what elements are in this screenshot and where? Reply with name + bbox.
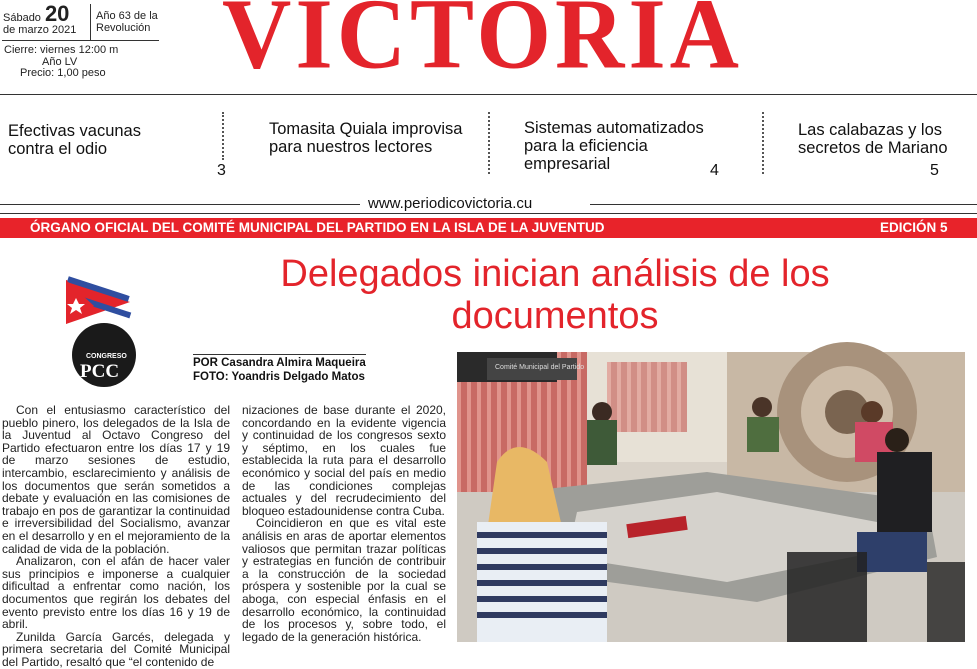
website-rule-right [590,204,977,205]
byline-author: POR Casandra Almira Maqueira [193,354,366,370]
photo-banner-text: Comité Municipal del Partido [495,364,585,371]
teaser-text: Sistemas automatizados para la eficiencia empresarial [524,119,704,173]
teaser-divider [488,112,490,174]
teaser-text: Efectivas vacunas contra el odio [8,122,141,158]
teaser-3-page: 4 [710,162,719,179]
year-block [96,10,168,34]
masthead-rule [2,40,159,41]
newspaper-title[interactable]: VICTORIA [222,0,743,90]
paragraph: nizaciones de base durante el 2020, concordando en la evidente vigencia y continuidad de los congresos sexto y séptimo, en los cuales fue establecida la ruta para el desarrollo económico y social del país en medio de las condiciones complejas actuales y del recrudecimiento del bloqueo estadounidense contra Cuba. [242,403,446,518]
volume: Año LV [42,56,78,68]
teaser-1-page: 3 [217,162,226,179]
teaser-divider [222,112,224,160]
day-name: Sábado [3,12,41,24]
paragraph: Con el entusiasmo característico del pueblo pinero, los delegados de la Isla de la Juventud al Octavo Congreso del Partido efectuaron entre los días 17 y 19 de marzo sesiones de estudio, intercambio, esclarecimiento y análisis de los documentos que serán sometidos a debate y evaluación en las comisiones de trabajo en pos de garantizar la continuidad e irreversibilidad del Socialismo, avanzar en el desarrollo y en el mejoramiento de la calidad de vida de la población. [2,403,230,556]
paragraph: Zunilda García Garcés, delegada y primera secretaria del Comité Municipal del Partido, resaltó que “el contenido de [2,629,230,669]
teaser-4-page: 5 [930,162,939,179]
date-block [3,1,91,36]
meeting-photo-illustration [457,352,965,642]
teaser-3[interactable] [524,119,734,173]
year-line: Año 63 de la [96,10,158,22]
closing-time: Cierre: viernes 12:00 m [4,44,119,56]
month-year: de marzo 2021 [3,24,77,36]
day-number: 20 [44,1,70,26]
teaser-text: Tomasita Quiala improvisa para nuestros lectores [269,120,463,156]
teaser-4[interactable] [798,121,948,157]
organ-text: ÓRGANO OFICIAL DEL COMITÉ MUNICIPAL DEL PARTIDO EN LA ISLA DE LA JUVENTUD [30,220,605,235]
logo-congreso: CONGRESO [86,353,127,360]
logo-pcc: PCC [80,361,120,382]
article-column-2 [242,404,446,643]
byline-photo: FOTO: Yoandris Delgado Matos [193,371,365,383]
top-rule [0,94,977,95]
edition-label: EDICIÓN 5 [880,220,948,235]
website-link[interactable]: www.periodicovictoria.cu [368,195,533,212]
paragraph: Analizaron, con el afán de hacer valer sus principios e imponerse a cualquier dificultad a enfrentar como nación, los documentos que regirán los debates del evento previsto entre los días 16 y 19 de abril. [2,554,230,632]
organ-band [0,218,977,238]
closing-info [4,44,144,79]
paragraph: Coincidieron en que es vital este análisis en aras de aportar elementos valiosos que permitan trazar políticas y estrategias en función de contribuir a la construcción de la sociedad próspera y sostenible por la cual se aboga, con especial énfasis en el desarrollo económico, la continuidad de los procesos y, sobre todo, el legado de la generación histórica. [242,516,446,644]
article-column-1 [2,404,230,668]
teaser-text: Las calabazas y los secretos de Mariano [798,121,948,157]
masthead-divider [90,4,91,40]
congress-logo [58,250,178,390]
teaser-2[interactable] [269,120,479,156]
article-headline[interactable]: Delegados inician análisis de los documentos [280,253,830,337]
article-photo[interactable] [457,352,965,642]
price: Precio: 1,00 peso [20,67,106,79]
teaser-1[interactable] [8,122,168,158]
band-top-rule [0,213,977,214]
website-rule-left [0,204,360,205]
byline [193,354,366,384]
teaser-divider [762,112,764,174]
revolution-line: Revolución [96,22,151,34]
